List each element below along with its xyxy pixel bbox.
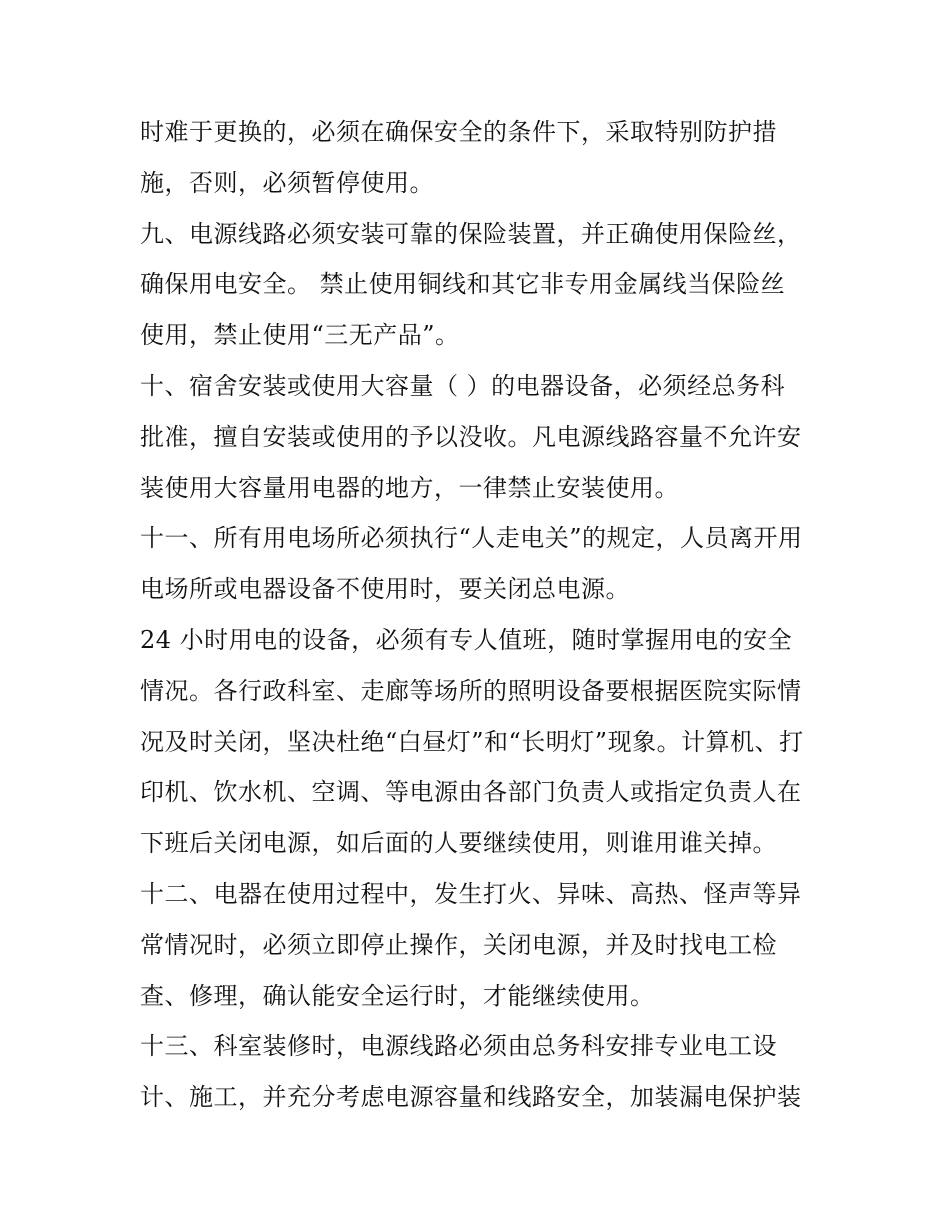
text-line: 计、施工，并充分考虑电源容量和线路安全，加装漏电保护装	[140, 1083, 802, 1112]
text-line: 十、宿舍安装或使用大容量（ ）的电器设备，必须经总务科	[140, 371, 786, 400]
text-line: 批准，擅自安装或使用的予以没收。凡电源线路容量不允许安	[140, 422, 802, 451]
text-line: 十三、科室装修时，电源线路必须由总务科安排专业电工设	[140, 1032, 777, 1061]
document-body	[140, 107, 820, 1123]
text-line: 情况。各行政科室、走廊等场所的照明设备要根据医院实际情	[140, 676, 802, 705]
text-line: 电场所或电器设备不使用时，要关闭总电源。	[140, 575, 630, 604]
text-line: 施，否则，必须暂停使用。	[140, 168, 434, 197]
text-line: 时难于更换的，必须在确保安全的条件下，采取特别防护措	[140, 118, 777, 146]
text-line: 确保用电安全。 禁止使用铜线和其它非专用金属线当保险丝	[140, 270, 786, 299]
text-line: 24 小时用电的设备，必须有专人值班，随时掌握用电的安全	[140, 625, 793, 654]
text-line: 查、修理，确认能安全运行时，才能继续使用。	[140, 981, 655, 1010]
text-line: 常情况时，必须立即停止操作，关闭电源，并及时找电工检	[140, 930, 777, 959]
text-line: 使用，禁止使用“三无产品”。	[140, 321, 460, 350]
text-line: 九、电源线路必须安装可靠的保险装置，并正确使用保险丝，	[140, 219, 802, 248]
text-line: 况及时关闭，坚决杜绝“白昼灯”和“长明灯”现象。计算机、打	[140, 727, 804, 756]
text-line: 十一、所有用电场所必须执行“人走电关”的规定，人员离开用	[140, 524, 803, 553]
text-line: 装使用大容量用电器的地方，一律禁止安装使用。	[140, 473, 679, 502]
text-line: 下班后关闭电源，如后面的人要继续使用，则谁用谁关掉。	[140, 829, 777, 858]
text-line: 印机、饮水机、空调、等电源由各部门负责人或指定负责人在	[140, 778, 802, 807]
text-line: 十二、电器在使用过程中，发生打火、异味、高热、怪声等异	[140, 879, 802, 908]
